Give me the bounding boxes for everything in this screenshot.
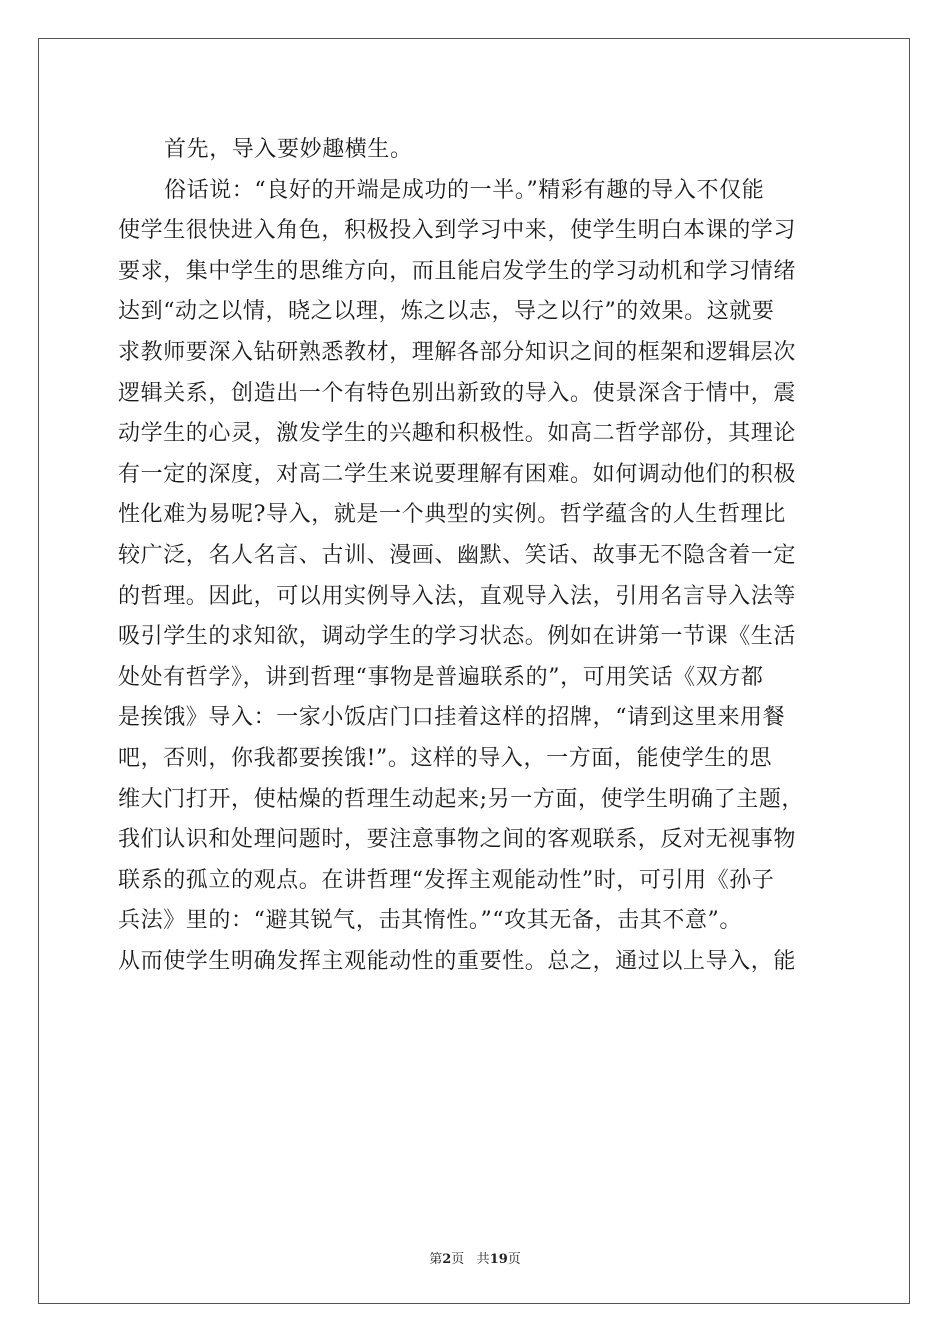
footer-prefix: 第 [429, 1252, 443, 1267]
text-line: 是挨饿》导入：一家小饭店门口挂着这样的招牌，“请到这里来用餐 [118, 705, 786, 731]
footer-page-number: 2 [442, 1252, 452, 1267]
text-line: 要求，集中学生的思维方向，而且能启发学生的学习动机和学习情绪 [118, 258, 797, 284]
text-line: 吸引学生的求知欲，调动学生的学习状态。例如在讲第一节课《生活 [118, 624, 797, 650]
text-line: 维大门打开，使枯燥的哲理生动起来;另一方面，使学生明确了主题， [118, 786, 805, 812]
text-line: 我们认识和处理问题时，要注意事物之间的客观联系，反对无视事物 [118, 827, 797, 853]
footer-page-suffix: 页 [451, 1252, 465, 1267]
page-footer [0, 1248, 950, 1267]
footer-total-prefix: 共 [476, 1252, 490, 1267]
text-line: 达到“动之以情，晓之以理，炼之以志，导之以行”的效果。这就要 [118, 299, 775, 325]
text-line: 求教师要深入钻研熟悉教材，理解各部分知识之间的框架和逻辑层次 [118, 339, 797, 365]
text-line: 从而使学生明确发挥主观能动性的重要性。总之，通过以上导入，能 [118, 948, 797, 974]
text-line: 较广泛，名人名言、古训、漫画、幽默、笑话、故事无不隐含着一定 [118, 542, 797, 568]
footer-total-suffix: 页 [507, 1252, 521, 1267]
text-line: 联系的孤立的观点。在讲哲理“发挥主观能动性”时，可引用《孙子 [118, 867, 775, 893]
text-line: 兵法》里的：“避其锐气，击其惰性。”“攻其无备，击其不意”。 [118, 908, 742, 934]
text-line: 使学生很快进入角色，积极投入到学习中来，使学生明白本课的学习 [118, 218, 797, 244]
text-line: 性化难为易呢?导入，就是一个典型的实例。哲学蕴含的人生哲理比 [118, 502, 786, 528]
text-line: 有一定的深度，对高二学生来说要理解有困难。如何调动他们的积极 [118, 461, 797, 487]
text-line: 的哲理。因此，可以用实例导入法，直观导入法，引用名言导入法等 [118, 583, 797, 609]
text-line: 吧，否则，你我都要挨饿!”。这样的导入，一方面，能使学生的思 [118, 745, 773, 771]
text-line: 逻辑关系，创造出一个有特色别出新致的导入。使景深含于情中，震 [118, 380, 797, 406]
footer-total-pages: 19 [489, 1252, 508, 1267]
text-line: 俗话说：“良好的开端是成功的一半。”精彩有趣的导入不仅能 [164, 177, 765, 203]
text-line: 动学生的心灵，激发学生的兴趣和积极性。如高二哲学部份，其理论 [118, 421, 797, 447]
document-body [118, 130, 838, 982]
paragraph-heading-line: 首先，导入要妙趣横生。 [164, 137, 413, 162]
text-line: 处处有哲学》，讲到哲理“事物是普遍联系的”，可用笑话《双方都 [118, 664, 764, 690]
